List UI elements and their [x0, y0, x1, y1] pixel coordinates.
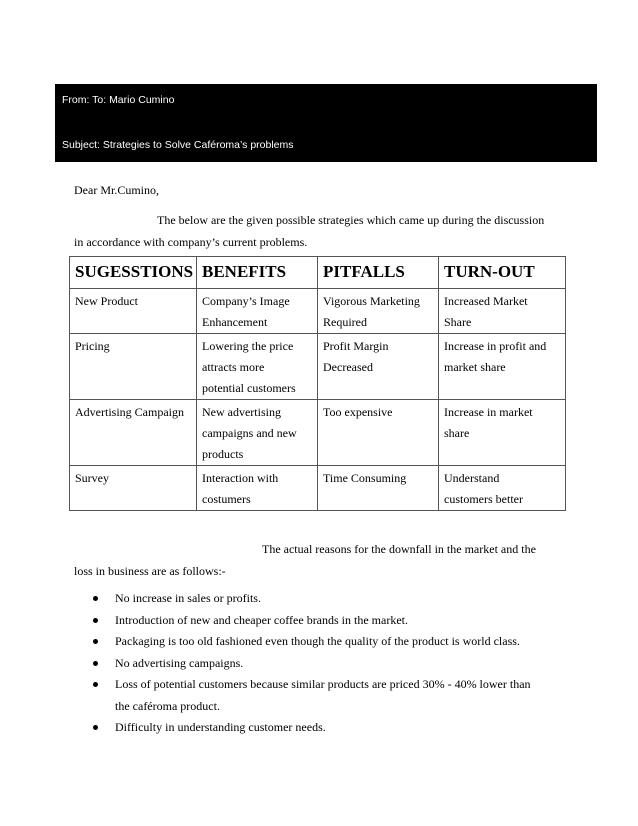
benefit-cell-line: Company’s Image	[202, 294, 290, 308]
pitfall-cell-line: Time Consuming	[323, 471, 407, 485]
greeting: Dear Mr.Cumino,	[74, 183, 159, 197]
bullet-dot-icon	[93, 639, 98, 644]
suggestion-cell	[70, 334, 197, 400]
header-benefits: BENEFITS	[197, 257, 318, 289]
list-item-text: Packaging is too old fashioned even though the quality of the product is world class.	[115, 634, 520, 648]
memo-from-line: From: To: Mario Cumino	[62, 94, 175, 106]
pitfall-cell-line: Vigorous Marketing	[323, 294, 420, 308]
suggestion-cell-text: Pricing	[75, 339, 110, 353]
header-turn-out: TURN-OUT	[439, 257, 566, 289]
turnout-cell-line: customers better	[444, 492, 523, 506]
turnout-cell	[439, 289, 566, 334]
turnout-cell-line: Increased Market	[444, 294, 528, 308]
pitfall-cell-line: Required	[323, 315, 367, 329]
benefit-cell	[197, 466, 318, 511]
pitfall-cell-line: Too expensive	[323, 405, 393, 419]
turnout-cell-line: Share	[444, 315, 472, 329]
list-item	[90, 610, 550, 632]
suggestion-cell	[70, 400, 197, 466]
list-item-text: No increase in sales or profits.	[115, 591, 261, 605]
turnout-cell	[439, 466, 566, 511]
list-item	[90, 717, 550, 739]
list-item	[90, 631, 550, 653]
turnout-cell	[439, 400, 566, 466]
benefit-cell-line: campaigns and new	[202, 426, 297, 440]
header-suggestions: SUGESSTIONS	[70, 257, 197, 289]
suggestion-cell	[70, 289, 197, 334]
suggestion-cell-text: New Product	[75, 294, 138, 308]
list-item-text: No advertising campaigns.	[115, 655, 244, 670]
pitfall-cell-line: Decreased	[323, 360, 373, 374]
pitfall-cell	[318, 400, 439, 466]
turnout-cell-line: Understand	[444, 471, 500, 485]
memo-header	[55, 84, 597, 162]
list-item-text: Introduction of new and cheaper coffee brands in the market.	[115, 612, 408, 627]
benefit-cell	[197, 289, 318, 334]
header-pitfalls: PITFALLS	[318, 257, 439, 289]
intro-line-1: The below are the given possible strategies which came up during the discussion	[157, 213, 545, 227]
table-row	[70, 400, 566, 466]
suggestion-cell-text: Advertising Campaign	[75, 405, 184, 419]
benefit-cell-line: costumers	[202, 492, 251, 506]
benefit-cell	[197, 400, 318, 466]
strategies-table	[69, 256, 566, 511]
memo-subject-line: Subject: Strategies to Solve Caféroma’s problems	[62, 139, 294, 151]
table-row	[70, 466, 566, 511]
turnout-cell-line: Increase in market	[444, 405, 533, 419]
turnout-cell-line: share	[444, 426, 470, 440]
table-header-row	[70, 257, 566, 289]
intro-line-2: in accordance with company’s current problems.	[74, 235, 308, 249]
intro-paragraph	[74, 209, 564, 253]
table-row	[70, 289, 566, 334]
benefit-cell-line: attracts more	[202, 360, 265, 374]
pitfall-cell-line: Profit Margin	[323, 339, 389, 353]
benefit-cell-line: Interaction with	[202, 471, 279, 485]
table-row	[70, 334, 566, 400]
list-item-text: Difficulty in understanding customer needs.	[115, 720, 326, 734]
bullet-dot-icon	[93, 661, 98, 666]
benefit-cell	[197, 334, 318, 400]
reasons-line-2: loss in business are as follows:-	[74, 564, 226, 578]
list-item	[90, 653, 550, 675]
bullet-dot-icon	[93, 725, 98, 730]
benefit-cell-line: potential customers	[202, 381, 296, 395]
benefit-cell-line: Enhancement	[202, 315, 268, 329]
list-item-text: the caféroma product.	[115, 698, 220, 713]
reasons-line-1: The actual reasons for the downfall in the market and the	[262, 542, 536, 556]
pitfall-cell	[318, 334, 439, 400]
reasons-paragraph	[74, 538, 554, 582]
bullet-dot-icon	[93, 618, 98, 623]
list-item	[90, 674, 550, 717]
benefit-cell-line: products	[202, 447, 244, 461]
bullet-dot-icon	[93, 682, 98, 687]
benefit-cell-line: New advertising	[202, 405, 281, 419]
list-item-text: Loss of potential customers because similar products are priced 30% - 40% lower than	[115, 677, 531, 691]
pitfall-cell	[318, 466, 439, 511]
bullet-dot-icon	[93, 596, 98, 601]
suggestion-cell	[70, 466, 197, 511]
reasons-bullet-list	[90, 588, 550, 739]
turnout-cell-line: Increase in profit and	[444, 339, 547, 353]
pitfall-cell	[318, 289, 439, 334]
benefit-cell-line: Lowering the price	[202, 339, 294, 353]
turnout-cell	[439, 334, 566, 400]
list-item	[90, 588, 550, 610]
suggestion-cell-text: Survey	[75, 471, 109, 485]
turnout-cell-line: market share	[444, 360, 506, 374]
